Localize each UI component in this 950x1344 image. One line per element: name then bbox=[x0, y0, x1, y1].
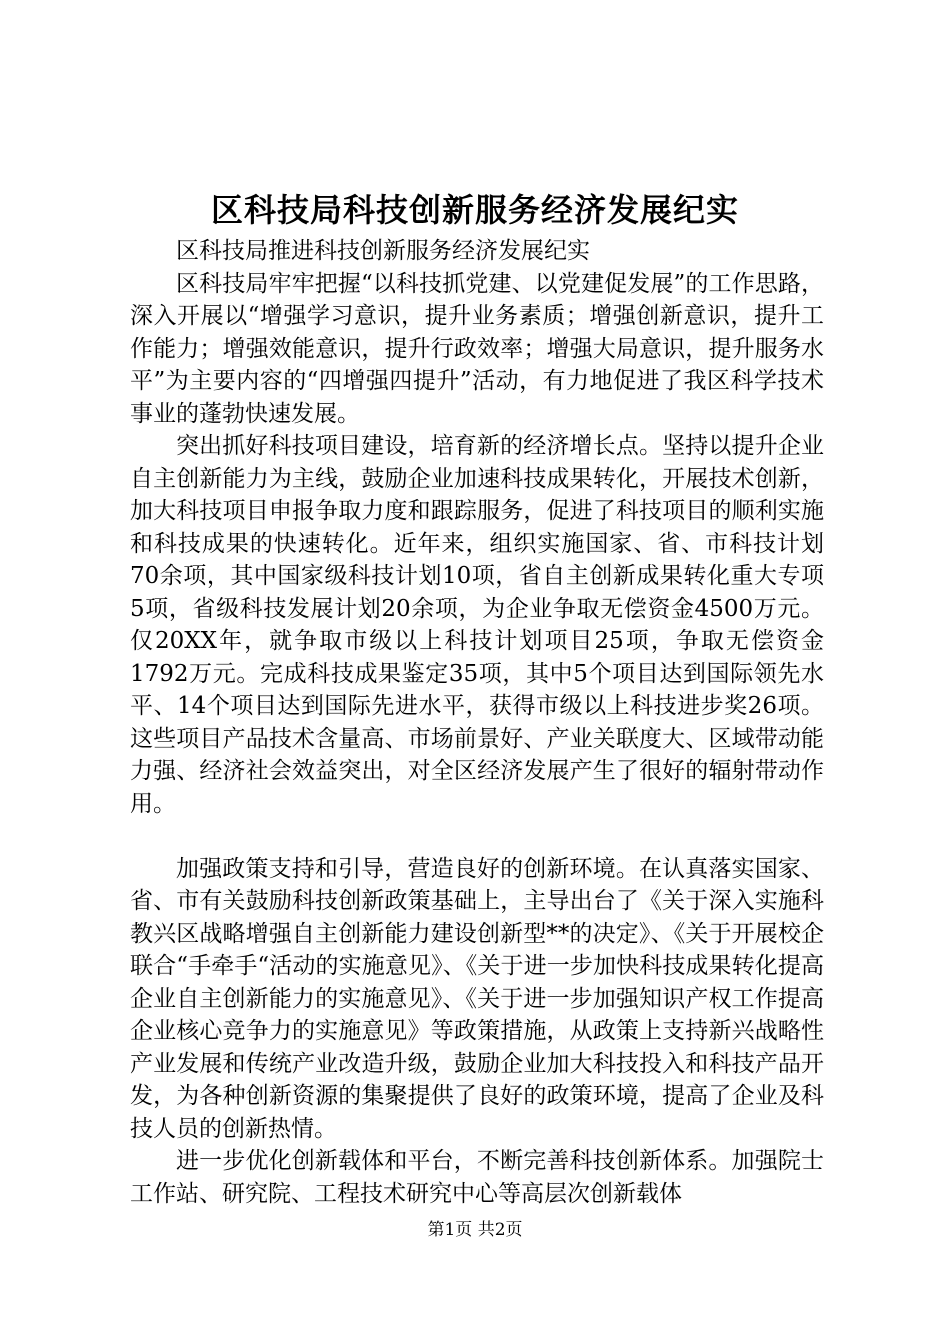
page-footer: 第1页 共2页 bbox=[427, 1220, 523, 1240]
subtitle-paragraph: 区科技局推进科技创新服务经济发展纪实 bbox=[176, 238, 590, 264]
policy-paragraph: 加强政策支持和引导，营造良好的创新环境。在认真落实国家、省、市有关鼓励科技创新政策基础上，主导出台了《关于深入实施科教兴区战略增强自主创新能力建设创新型**的决定》、《关于开展校企联合“手牵手“活动的实施意见》、《关于进一步加快科技成果转化提高企业自主创新能力的实施意见》、《关于进一步加强知识产权工作提高企业核心竞争力的实施意见》等政策措施，从政策上支持新兴战略性产业发展和传统产业改造升级，鼓励企业加大科技投入和科技产品开发，为各种创新资源的集聚提供了良好的政策环境，提高了企业及科技人员的创新热情。 bbox=[130, 855, 824, 1142]
platform-paragraph: 进一步优化创新载体和平台，不断完善科技创新体系。加强院士工作站、研究院、工程技术研究中心等高层次创新载体 bbox=[130, 1148, 824, 1207]
intro-paragraph: 区科技局牢牢把握“以科技抓党建、以党建促发展”的工作思路，深入开展以“增强学习意识，提升业务素质；增强创新意识，提升工作能力；增强效能意识，提升行政效率；增强大局意识，提升服务水平”为主要内容的“四增强四提升”活动，有力地促进了我区科学技术事业的蓬勃快速发展。 bbox=[130, 270, 824, 427]
document-title: 区科技局科技创新服务经济发展纪实 bbox=[210, 191, 739, 229]
document-body bbox=[130, 235, 824, 1210]
projects-paragraph: 突出抓好科技项目建设，培育新的经济增长点。坚持以提升企业自主创新能力为主线，鼓励企业加速科技成果转化，开展技术创新，加大科技项目申报争取力度和跟踪服务，促进了科技项目的顺利实施和科技成果的快速转化。近年来，组织实施国家、省、市科技计划70余项，其中国家级科技计划10项，省自主创新成果转化重大专项5项，省级科技发展计划20余项，为企业争取无偿资金4500万元。仅20XX年，就争取市级以上科技计划项目25项，争取无偿资金1792万元。完成科技成果鉴定35项，其中5个项目达到国际领先水平、14个项目达到国际先进水平，获得市级以上科技进步奖26项。这些项目产品技术含量高、市场前景好、产业关联度大、区域带动能力强、经济社会效益突出，对全区经济发展产生了很好的辐射带动作用。 bbox=[130, 433, 824, 817]
